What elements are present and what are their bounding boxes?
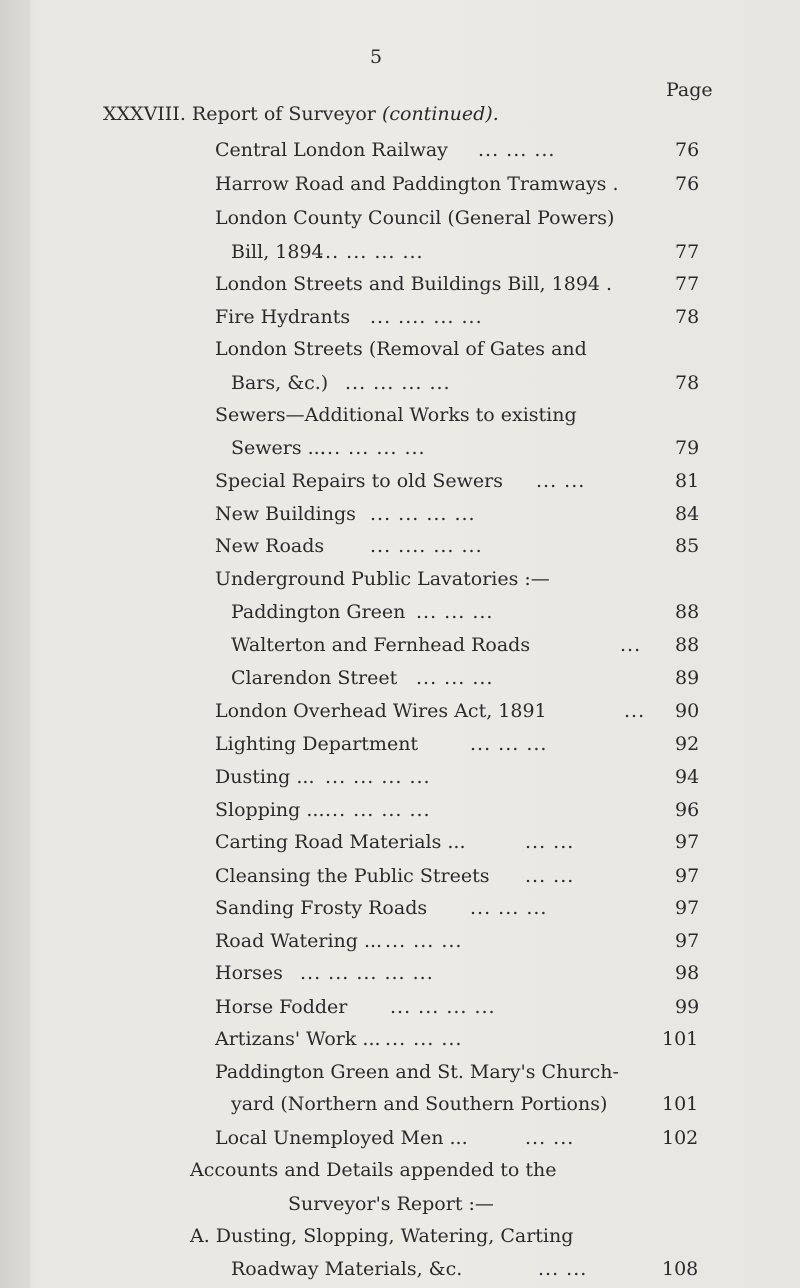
contents-entry-page: 77 bbox=[675, 273, 700, 295]
contents-entry-text: London Streets (Removal of Gates and bbox=[215, 338, 587, 361]
dot-leader: ... ... ... ... bbox=[320, 436, 426, 459]
dot-leader: ... ... bbox=[536, 470, 586, 493]
section-title: Report of Surveyor bbox=[191, 103, 376, 125]
contents-entry-text: Horses bbox=[215, 962, 283, 985]
contents-entry-text: Underground Public Lavatories :— bbox=[215, 567, 550, 590]
contents-entry-page: 101 bbox=[662, 1093, 699, 1116]
contents-entry-text: Sewers ... bbox=[231, 436, 326, 459]
contents-entry-text: Fire Hydrants bbox=[215, 305, 351, 328]
dot-leader: ... ... ... bbox=[416, 601, 494, 624]
page-number: 5 bbox=[370, 46, 383, 68]
contents-entry-text: Road Watering ... bbox=[215, 929, 383, 952]
dot-leader: ... ... ... bbox=[470, 897, 548, 920]
dot-leader: ... ... bbox=[525, 1126, 575, 1149]
contents-entry-text: Bars, &c.) bbox=[231, 371, 329, 394]
contents-entry-page: 89 bbox=[675, 667, 700, 690]
contents-entry-text: Special Repairs to old Sewers bbox=[215, 470, 504, 493]
dot-leader: ... bbox=[624, 699, 646, 722]
contents-entry-page: 92 bbox=[675, 733, 700, 756]
contents-entry-page: 88 bbox=[675, 601, 700, 624]
contents-entry-page: 85 bbox=[675, 535, 700, 558]
dot-leader: ... ... ... ... bbox=[345, 371, 451, 394]
contents-entry-text: Sanding Frosty Roads bbox=[215, 897, 428, 920]
contents-entry-text: A. Dusting, Slopping, Watering, Carting bbox=[190, 1225, 574, 1248]
contents-entry-text: Roadway Materials, &c. bbox=[231, 1258, 463, 1280]
contents-entry-page: 84 bbox=[675, 502, 700, 525]
contents-entry-text: Paddington Green bbox=[231, 601, 406, 624]
dot-leader: ... ... ... bbox=[470, 733, 548, 756]
contents-entry-text: Artizans' Work ... bbox=[215, 1028, 381, 1051]
contents-entry-text: London Overhead Wires Act, 1891 bbox=[215, 699, 547, 722]
contents-entry-text: Accounts and Details appended to the bbox=[190, 1159, 557, 1182]
contents-entry-page: 94 bbox=[675, 765, 700, 788]
dot-leader: ... .... ... ... bbox=[370, 535, 483, 558]
contents-entry-text: Clarendon Street bbox=[231, 667, 398, 690]
dot-leader: ... ... ... bbox=[416, 667, 494, 690]
contents-entry-text: Local Unemployed Men ... bbox=[215, 1126, 468, 1149]
contents-entry-text: New Roads bbox=[215, 535, 325, 558]
section-numeral: XXXVIII. bbox=[103, 103, 186, 125]
dot-leader: ... bbox=[620, 633, 642, 656]
contents-entry-text: London County Council (General Powers) bbox=[215, 206, 615, 229]
section-qualifier: (continued). bbox=[381, 103, 499, 125]
dot-leader: ... ... ... ... bbox=[325, 765, 431, 788]
contents-entry-page: 99 bbox=[675, 995, 700, 1018]
dot-leader: ... ... ... ... bbox=[318, 241, 424, 264]
contents-entry-page: 97 bbox=[675, 897, 700, 920]
contents-entry-page: 97 bbox=[675, 929, 700, 952]
dot-leader: ... .... ... ... bbox=[370, 305, 483, 328]
contents-entry-text: Horse Fodder bbox=[215, 995, 348, 1018]
dot-leader: ... ... ... ... bbox=[390, 995, 496, 1018]
contents-entry-page: 101 bbox=[662, 1028, 699, 1051]
page-column-header: Page bbox=[666, 79, 713, 101]
contents-entry-page: 96 bbox=[675, 798, 700, 821]
contents-entry-page: 81 bbox=[675, 470, 700, 493]
contents-entry-page: 88 bbox=[675, 633, 700, 656]
contents-entry-page: 102 bbox=[662, 1126, 699, 1149]
contents-entry-page: 79 bbox=[675, 436, 700, 459]
contents-entry-text: London Streets and Buildings Bill, 1894 . bbox=[215, 273, 613, 295]
contents-entry-page: 76 bbox=[675, 139, 700, 161]
dot-leader: ... ... ... bbox=[385, 929, 463, 952]
contents-entry-page: 78 bbox=[675, 371, 700, 394]
dot-leader: ... ... ... bbox=[385, 1028, 463, 1051]
dot-leader: ... ... ... bbox=[478, 139, 556, 161]
dot-leader: ... ... bbox=[525, 831, 575, 854]
contents-entry-text: Dusting ... bbox=[215, 765, 315, 788]
dot-leader: ... ... ... ... ... bbox=[300, 962, 434, 985]
contents-entry-text: Sewers—Additional Works to existing bbox=[215, 404, 577, 427]
contents-entry-text: Harrow Road and Paddington Tramways . bbox=[215, 173, 619, 196]
dot-leader: ... ... bbox=[538, 1258, 588, 1280]
contents-entry-page: 77 bbox=[675, 241, 700, 264]
dot-leader: ... ... bbox=[525, 864, 575, 887]
contents-entry-text: Surveyor's Report :— bbox=[288, 1192, 494, 1215]
contents-entry-text: Cleansing the Public Streets bbox=[215, 864, 490, 887]
contents-entry-text: Paddington Green and St. Mary's Church- bbox=[215, 1060, 619, 1083]
contents-entry-text: Carting Road Materials ... bbox=[215, 831, 466, 854]
contents-entry-page: 108 bbox=[662, 1258, 699, 1280]
contents-entry-text: Central London Railway bbox=[215, 139, 448, 161]
contents-entry-page: 97 bbox=[675, 864, 700, 887]
contents-entry-page: 97 bbox=[675, 831, 700, 854]
contents-entry-page: 98 bbox=[675, 962, 700, 985]
contents-entry-text: New Buildings bbox=[215, 502, 356, 525]
contents-entry-text: yard (Northern and Southern Portions) bbox=[231, 1093, 608, 1116]
contents-entry-text: Slopping ... bbox=[215, 798, 325, 821]
section-heading bbox=[103, 100, 499, 128]
dot-leader: ... ... ... ... bbox=[370, 502, 476, 525]
contents-entry-page: 90 bbox=[675, 699, 700, 722]
contents-entry-page: 78 bbox=[675, 305, 700, 328]
contents-entry-text: Bill, 1894 bbox=[231, 241, 324, 264]
contents-entry-text: Walterton and Fernhead Roads bbox=[231, 633, 531, 656]
contents-entry-text: Lighting Department bbox=[215, 733, 419, 756]
contents-entry-page: 76 bbox=[675, 173, 700, 196]
dot-leader: ... ... ... ... bbox=[325, 798, 431, 821]
page-gutter bbox=[0, 0, 30, 1288]
